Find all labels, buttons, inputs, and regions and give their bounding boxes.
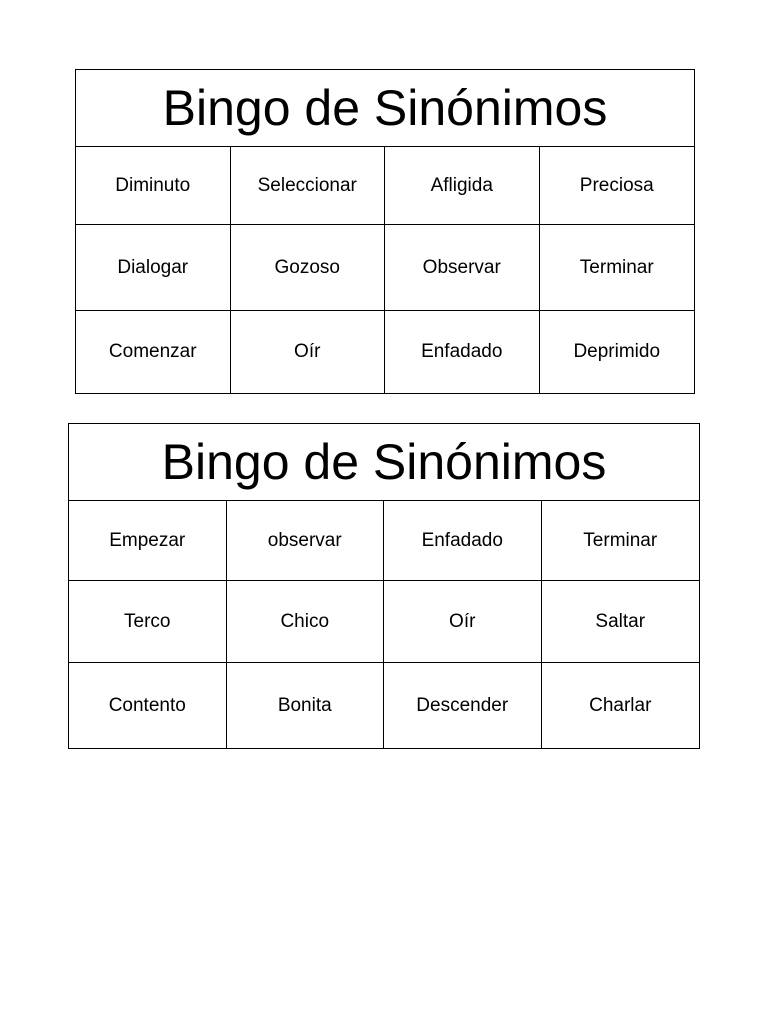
bingo-cell: Contento [69, 663, 227, 748]
bingo-cell: Enfadado [384, 501, 542, 581]
bingo-cell: Dialogar [76, 225, 231, 311]
bingo-cell: Empezar [69, 501, 227, 581]
bingo-grid [69, 501, 699, 748]
bingo-cell: Enfadado [385, 311, 540, 393]
bingo-cell: Seleccionar [231, 147, 386, 225]
bingo-cell: Bonita [227, 663, 385, 748]
bingo-card-2 [68, 423, 700, 749]
bingo-cell: Oír [384, 581, 542, 663]
card-title: Bingo de Sinónimos [69, 424, 699, 501]
bingo-cell: Terminar [540, 225, 695, 311]
bingo-cell: Charlar [589, 694, 652, 716]
bingo-cell: Preciosa [540, 147, 695, 225]
bingo-cell: Gozoso [231, 225, 386, 311]
bingo-cell: Comenzar [76, 311, 231, 393]
bingo-cell: Afligida [385, 147, 540, 225]
bingo-cell: Chico [227, 581, 385, 663]
bingo-cell: observar [227, 501, 385, 581]
bingo-cell: Diminuto [76, 147, 231, 225]
card-title: Bingo de Sinónimos [76, 70, 694, 147]
bingo-cell: Terco [69, 581, 227, 663]
bingo-cell: Observar [385, 225, 540, 311]
bingo-cell: Terminar [542, 501, 700, 581]
bingo-cell: Descender [384, 663, 542, 748]
bingo-grid [76, 147, 694, 393]
bingo-cell: Saltar [542, 581, 700, 663]
bingo-card-1 [75, 69, 695, 394]
bingo-cell: Deprimido [573, 341, 661, 362]
bingo-cell: Oír [231, 311, 386, 393]
